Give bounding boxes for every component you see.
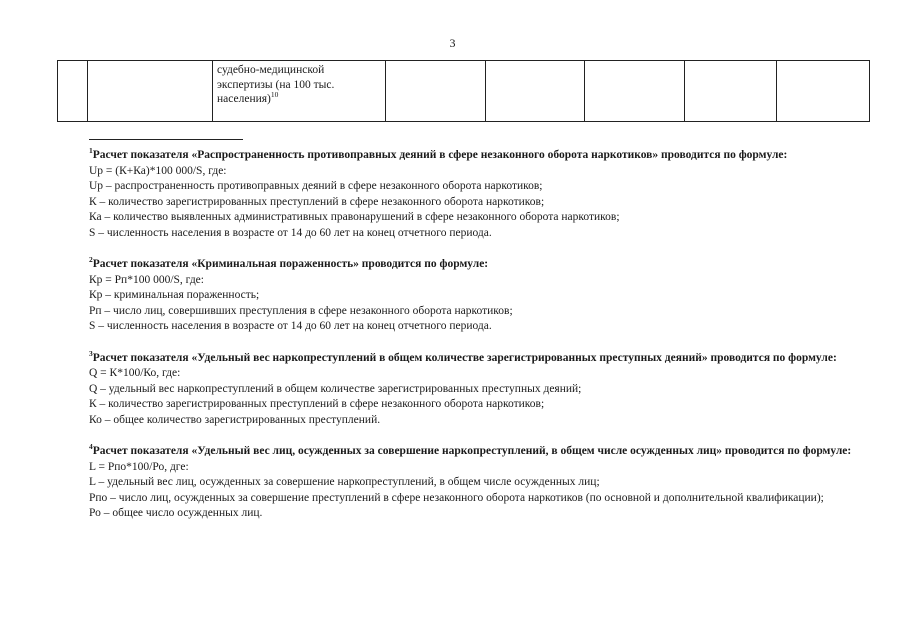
definition-line: Рпо – число лиц, осужденных за совершение преступлений в сфере незаконного оборота наркотиков (по основной и дополнительной квалификации); — [89, 491, 824, 504]
definition-line: Ро – общее число осужденных лиц. — [89, 507, 263, 519]
table-cell-value — [486, 61, 585, 122]
definition-line: К – количество зарегистрированных преступлений в сфере незаконного оборота наркотиков; — [89, 398, 545, 410]
table-cell-value — [777, 61, 870, 122]
footnotes — [89, 148, 855, 538]
footnote-4 — [89, 444, 855, 522]
page-number: 3 — [449, 36, 456, 50]
footnote-heading: Расчет показателя «Криминальная пораженность» проводится по формуле: — [92, 258, 489, 270]
definition-line: Ко – общее количество зарегистрированных преступлений. — [89, 413, 381, 426]
definition-line: L – удельный вес лиц, осужденных за совершение наркопреступлений, в общем числе осужденных лиц; — [89, 476, 600, 488]
definition-line: S – численность населения в возрасте от 14 до 60 лет на конец отчетного периода. — [89, 320, 492, 332]
table-cell-goal — [88, 61, 213, 122]
footnote-number: 1 — [89, 146, 93, 156]
definition-line: Кр – криминальная пораженность; — [89, 289, 260, 301]
table-cell-number — [58, 61, 88, 122]
formula-line: L = Рпо*100/Ро, дге: — [89, 460, 189, 473]
table-cell-value — [685, 61, 777, 122]
footnote-3 — [89, 348, 855, 429]
indicator-table — [57, 60, 870, 122]
table-row — [58, 61, 870, 122]
table-cell-indicator-name — [213, 61, 386, 122]
footnote-ref: 10 — [270, 90, 279, 100]
table-cell-value — [585, 61, 685, 122]
footnote-number: 4 — [89, 442, 93, 452]
definition-line: S – численность населения в возрасте от 14 до 60 лет на конец отчетного периода. — [89, 226, 492, 239]
footnote-heading: Расчет показателя «Удельный вес наркопреступлений в общем количестве зарегистрированных преступных деяний» проводится по формуле: — [92, 351, 837, 364]
formula-line: Up = (К+Ка)*100 000/S, где: — [89, 164, 227, 177]
formula-line: Q = К*100/Ко, где: — [89, 367, 181, 379]
formula-line: Кр = Рп*100 000/S, где: — [89, 273, 204, 286]
footnote-number: 3 — [89, 348, 93, 358]
definition-line: Q – удельный вес наркопреступлений в общем количестве зарегистрированных преступных деяний; — [89, 382, 582, 395]
footnote-number: 2 — [89, 255, 93, 265]
footnote-heading: Расчет показателя «Удельный вес лиц, осужденных за совершение наркопреступлений, в общем числе осужденных лиц» проводится по формуле: — [92, 445, 852, 457]
definition-line: К – количество зарегистрированных преступлений в сфере незаконного оборота наркотиков; — [89, 195, 545, 208]
cell-text-line: населения) — [217, 93, 271, 105]
table-cell-value — [386, 61, 486, 122]
cell-text-line: судебно-медицинской — [217, 64, 325, 76]
footnote-1 — [89, 148, 855, 241]
footnote-separator — [89, 139, 243, 140]
footnote-2 — [89, 257, 855, 335]
definition-line: Up – распространенность противоправных деяний в сфере незаконного оборота наркотиков; — [89, 180, 543, 192]
definition-line: Рп – число лиц, совершивших преступления в сфере незаконного оборота наркотиков; — [89, 304, 513, 317]
definition-line: Ка – количество выявленных административных правонарушений в сфере незаконного оборота наркотиков; — [89, 211, 620, 223]
cell-text-line: экспертизы (на 100 тыс. — [217, 78, 335, 91]
footnote-heading: Расчет показателя «Распространенность противоправных деяний в сфере незаконного оборота наркотиков» проводится по формуле: — [92, 149, 788, 161]
